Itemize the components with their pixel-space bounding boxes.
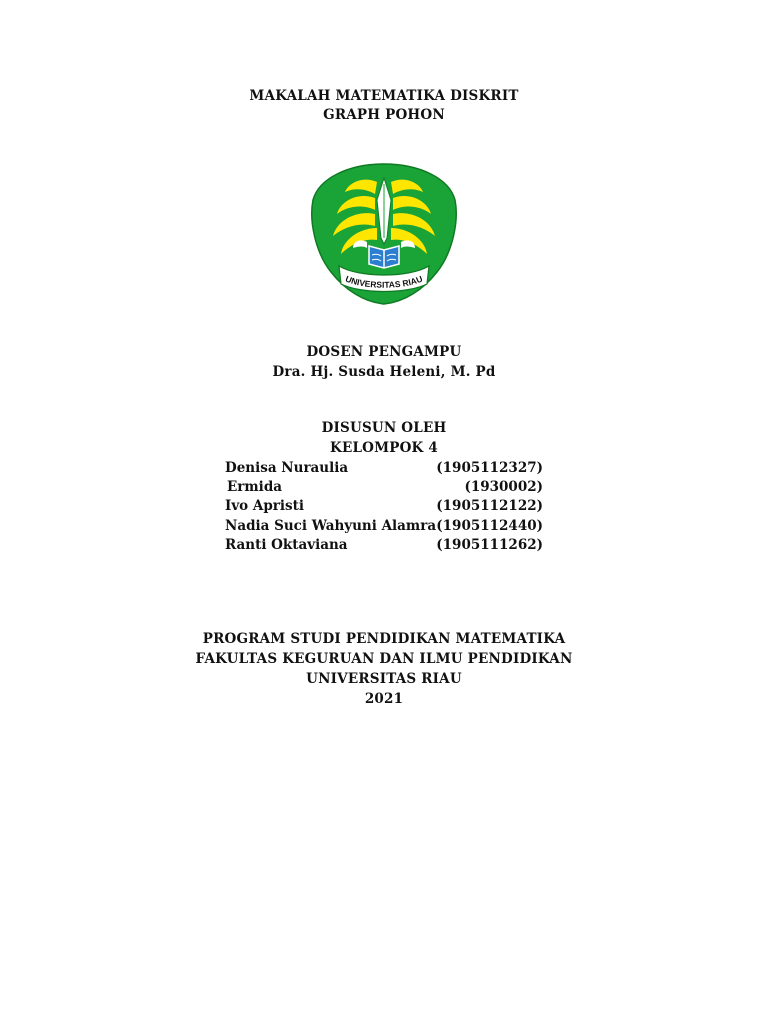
authors-heading: DISUSUN OLEH [321,420,447,436]
member-row [0,460,768,480]
program-name: PROGRAM STUDI PENDIDIKAN MATEMATIKA [202,631,566,647]
faculty-name: FAKULTAS KEGURUAN DAN ILMU PENDIDIKAN [195,651,573,667]
group-name: KELOMPOK 4 [330,440,438,456]
member-nim: (1930002) [464,479,543,495]
member-name: Denisa Nuraulia [225,460,349,476]
university-name: UNIVERSITAS RIAU [306,671,462,687]
member-name: Ivo Apristi [225,498,304,514]
member-nim: (1905112440) [436,518,543,534]
title-line-2: GRAPH POHON [323,107,445,123]
member-row [0,537,768,557]
member-name: Ranti Oktaviana [225,537,348,553]
member-nim: (1905112122) [436,498,543,514]
lecturer-name: Dra. Hj. Susda Heleni, M. Pd [272,364,496,380]
member-name: Nadia Suci Wahyuni Alamra [225,518,437,534]
year: 2021 [364,691,404,707]
member-nim: (1905112327) [436,460,543,476]
member-row [0,498,768,518]
member-row [0,479,768,499]
title-line-1: MAKALAH MATEMATIKA DISKRIT [249,88,519,104]
lecturer-heading: DOSEN PENGAMPU [306,344,462,360]
member-name: Ermida [227,479,283,495]
universitas-riau-logo [309,160,459,306]
member-row [0,518,768,538]
member-nim: (1905111262) [436,537,543,553]
logo-text: UNIVERSITAS RIAU [344,273,424,290]
